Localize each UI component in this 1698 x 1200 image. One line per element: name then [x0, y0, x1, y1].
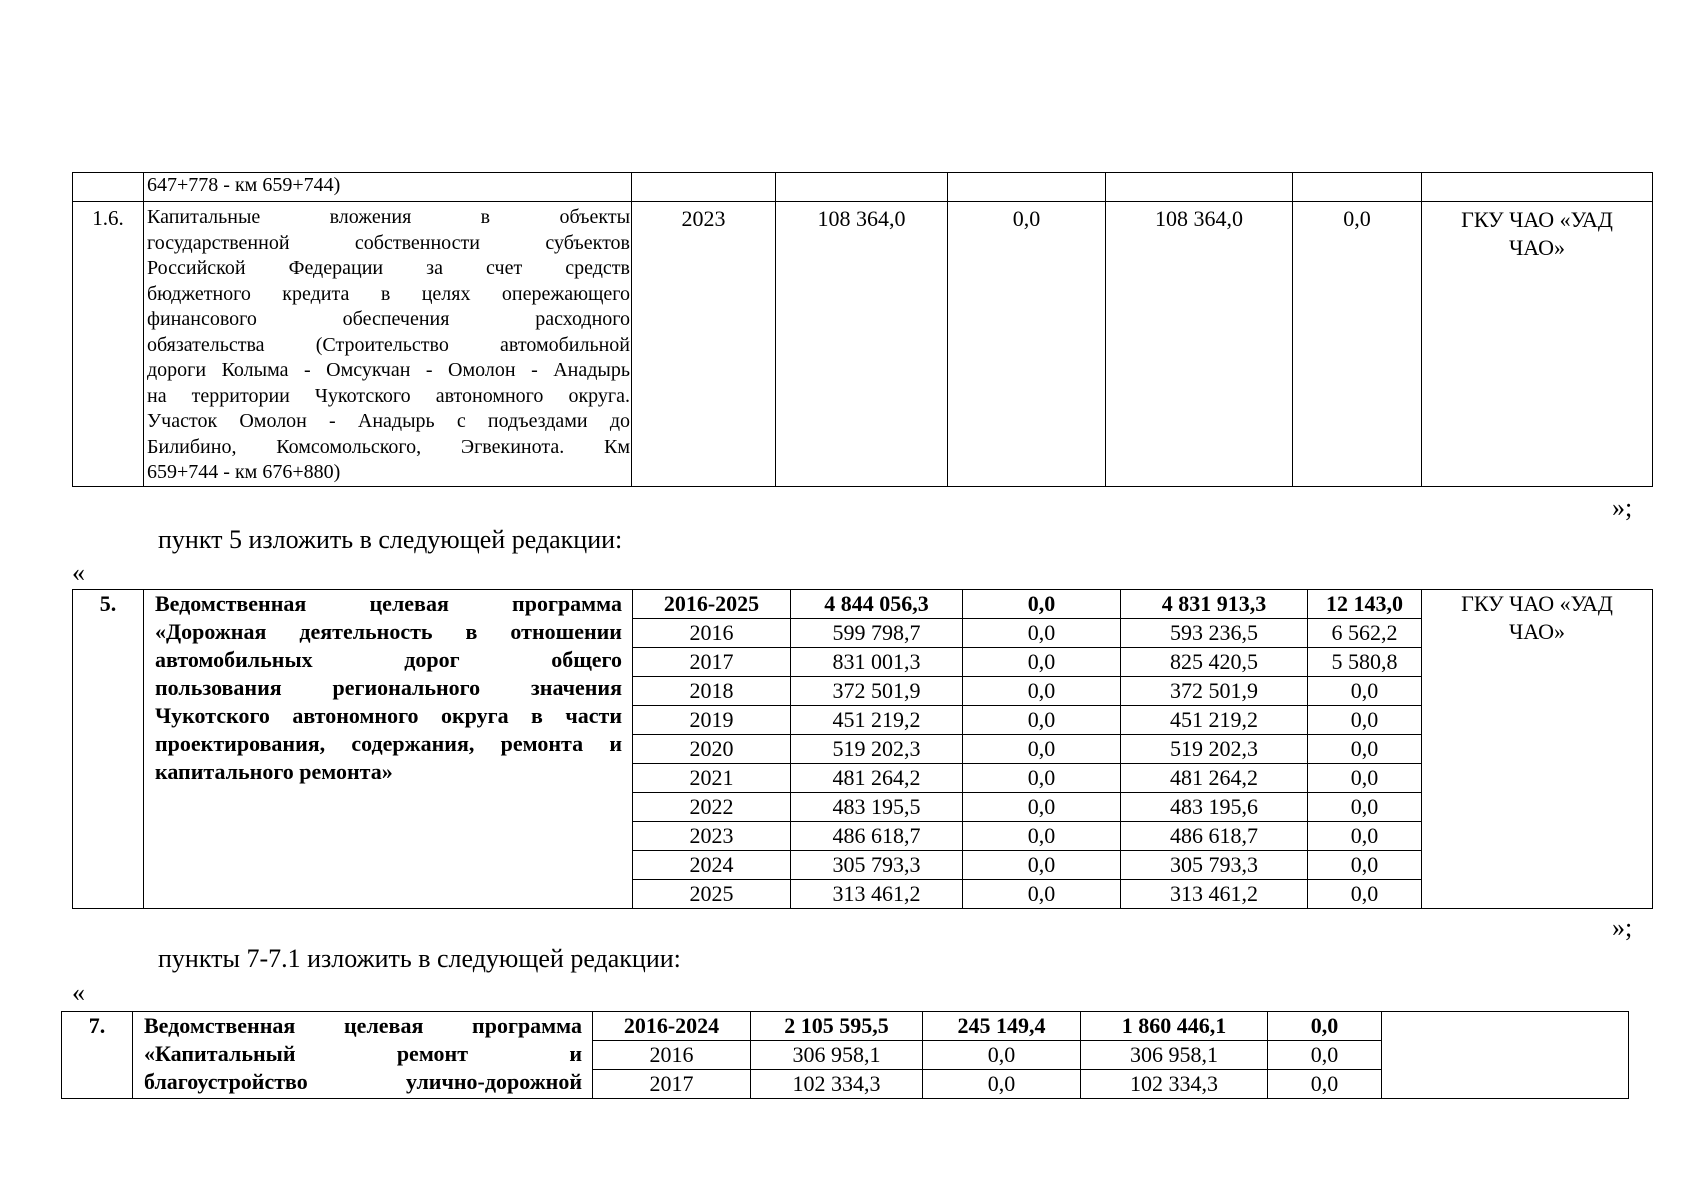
- table-item-5: [72, 589, 1653, 909]
- description-line: благоустройство улично-дорожной: [144, 1069, 582, 1094]
- total-cell: 831 001,3: [791, 648, 963, 677]
- description-line: Капитальные вложения в объекты: [147, 206, 630, 228]
- total-cell: 313 461,2: [791, 880, 963, 909]
- closing-quote: »;: [1612, 913, 1633, 942]
- table-row: [73, 202, 1653, 487]
- other-cell: 0,0: [1308, 764, 1422, 793]
- table-section-1-6: [72, 172, 1653, 487]
- description-line: Российской Федерации за счет средств: [147, 257, 630, 279]
- other-cell: 5 580,8: [1308, 648, 1422, 677]
- description-line: Чукотского автономного округа в части: [155, 703, 622, 728]
- total-cell: 306 958,1: [751, 1041, 923, 1070]
- description-line: обязательства (Строительство автомобильной: [147, 333, 630, 356]
- regional-cell: 483 195,6: [1121, 793, 1308, 822]
- federal-cell: 0,0: [963, 590, 1121, 619]
- federal-cell: 0,0: [963, 706, 1121, 735]
- regional-cell: 108 364,0: [1106, 202, 1293, 487]
- federal-cell: 0,0: [963, 880, 1121, 909]
- federal-cell: 0,0: [963, 648, 1121, 677]
- year-cell: 2016-2025: [633, 590, 791, 619]
- description-line: на территории Чукотского автономного округа.: [147, 384, 630, 407]
- federal-cell: 0,0: [963, 851, 1121, 880]
- other-cell: 0,0: [1308, 822, 1422, 851]
- regional-cell: 825 420,5: [1121, 648, 1308, 677]
- regional-cell: 305 793,3: [1121, 851, 1308, 880]
- description-line: автомобильных дорог общего: [155, 647, 622, 672]
- table-item-7: [61, 1011, 1629, 1099]
- regional-cell: 313 461,2: [1121, 880, 1308, 909]
- other-cell: 0,0: [1268, 1070, 1382, 1099]
- closing-quote: »;: [1612, 493, 1633, 522]
- other-cell: 0,0: [1268, 1041, 1382, 1070]
- year-cell: 2017: [633, 648, 791, 677]
- total-cell: 483 195,5: [791, 793, 963, 822]
- federal-cell: 0,0: [963, 793, 1121, 822]
- total-cell: 451 219,2: [791, 706, 963, 735]
- regional-cell: 102 334,3: [1081, 1070, 1268, 1099]
- other-cell: 0,0: [1308, 793, 1422, 822]
- regional-cell: 4 831 913,3: [1121, 590, 1308, 619]
- table-row: [73, 590, 1653, 619]
- description-line: Участок Омолон - Анадырь с подъездами до: [147, 410, 630, 432]
- num-cell: [73, 173, 144, 202]
- federal-cell: 0,0: [963, 619, 1121, 648]
- total-cell: 481 264,2: [791, 764, 963, 793]
- description-text: 647+778 - км 659+744): [147, 174, 341, 196]
- other-cell: 0,0: [1308, 851, 1422, 880]
- year-cell: 2016: [633, 619, 791, 648]
- year-cell: 2016-2024: [593, 1012, 751, 1041]
- year-cell: 2025: [633, 880, 791, 909]
- year-cell: 2023: [633, 822, 791, 851]
- federal-cell: 0,0: [963, 764, 1121, 793]
- row-number: 1.6.: [73, 202, 144, 487]
- regional-cell: 593 236,5: [1121, 619, 1308, 648]
- regional-cell: 486 618,7: [1121, 822, 1308, 851]
- year-cell: 2017: [593, 1070, 751, 1099]
- total-cell: 4 844 056,3: [791, 590, 963, 619]
- total-cell: 108 364,0: [776, 202, 948, 487]
- year-cell: 2021: [633, 764, 791, 793]
- year-cell: 2018: [633, 677, 791, 706]
- total-cell: 305 793,3: [791, 851, 963, 880]
- federal-cell: 0,0: [923, 1041, 1081, 1070]
- federal-cell: 0,0: [963, 677, 1121, 706]
- opening-quote: «: [72, 558, 85, 587]
- other-cell: 0,0: [1308, 706, 1422, 735]
- other-cell: 0,0: [1308, 880, 1422, 909]
- description-cell: [144, 202, 632, 487]
- total-cell: 486 618,7: [791, 822, 963, 851]
- description-line: «Капитальный ремонт и: [144, 1041, 582, 1066]
- other-cell: 12 143,0: [1308, 590, 1422, 619]
- description-line: государственной собственности субъектов: [147, 231, 630, 254]
- federal-cell: 0,0: [923, 1070, 1081, 1099]
- other-cell: 0,0: [1293, 202, 1422, 487]
- total-cell: 102 334,3: [751, 1070, 923, 1099]
- other-cell: 0,0: [1268, 1012, 1382, 1041]
- table-row: [62, 1012, 1629, 1041]
- description-line: 659+744 - км 676+880): [147, 461, 341, 483]
- regional-cell: 1 860 446,1: [1081, 1012, 1268, 1041]
- description-cell: [144, 173, 632, 202]
- total-cell: 372 501,9: [791, 677, 963, 706]
- row-number: 7.: [62, 1012, 133, 1099]
- description-line: финансового обеспечения расходного: [147, 308, 630, 330]
- executor-cell: ГКУ ЧАО «УАД ЧАО»: [1422, 202, 1653, 487]
- year-cell: 2022: [633, 793, 791, 822]
- other-cell: 6 562,2: [1308, 619, 1422, 648]
- description-line: Ведомственная целевая программа: [155, 591, 622, 616]
- description-cell: [144, 590, 633, 909]
- paragraph-instruction: пункт 5 изложить в следующей редакции:: [158, 525, 623, 554]
- total-cell: 519 202,3: [791, 735, 963, 764]
- description-line: Билибино, Комсомольского, Эгвекинота. Км: [147, 435, 630, 458]
- total-cell: 599 798,7: [791, 619, 963, 648]
- executor-cell: ГКУ ЧАО «УАД ЧАО»: [1422, 590, 1653, 909]
- federal-cell: 245 149,4: [923, 1012, 1081, 1041]
- other-cell: 0,0: [1308, 735, 1422, 764]
- year-cell: 2020: [633, 735, 791, 764]
- federal-cell: 0,0: [963, 735, 1121, 764]
- description-line: проектирования, содержания, ремонта и: [155, 731, 622, 756]
- description-line: дороги Колыма - Омсукчан - Омолон - Анадырь: [147, 359, 630, 381]
- year-cell: 2019: [633, 706, 791, 735]
- year-cell: 2016: [593, 1041, 751, 1070]
- regional-cell: 306 958,1: [1081, 1041, 1268, 1070]
- year-cell: 2024: [633, 851, 791, 880]
- row-number: 5.: [73, 590, 144, 909]
- description-line: Ведомственная целевая программа: [144, 1013, 582, 1038]
- executor-cell: [1382, 1012, 1629, 1099]
- opening-quote: «: [72, 978, 85, 1007]
- table-row: [73, 173, 1653, 202]
- federal-cell: 0,0: [948, 202, 1106, 487]
- federal-cell: 0,0: [963, 822, 1121, 851]
- regional-cell: 519 202,3: [1121, 735, 1308, 764]
- paragraph-instruction: пункты 7-7.1 изложить в следующей редакции:: [158, 944, 681, 973]
- description-line: «Дорожная деятельность в отношении: [155, 619, 622, 644]
- description-line: капитального ремонта»: [155, 759, 393, 784]
- description-line: пользования регионального значения: [155, 675, 622, 700]
- other-cell: 0,0: [1308, 677, 1422, 706]
- description-line: бюджетного кредита в целях опережающего: [147, 282, 630, 305]
- regional-cell: 451 219,2: [1121, 706, 1308, 735]
- regional-cell: 372 501,9: [1121, 677, 1308, 706]
- total-cell: 2 105 595,5: [751, 1012, 923, 1041]
- description-cell: [133, 1012, 593, 1099]
- regional-cell: 481 264,2: [1121, 764, 1308, 793]
- year-cell: 2023: [632, 202, 776, 487]
